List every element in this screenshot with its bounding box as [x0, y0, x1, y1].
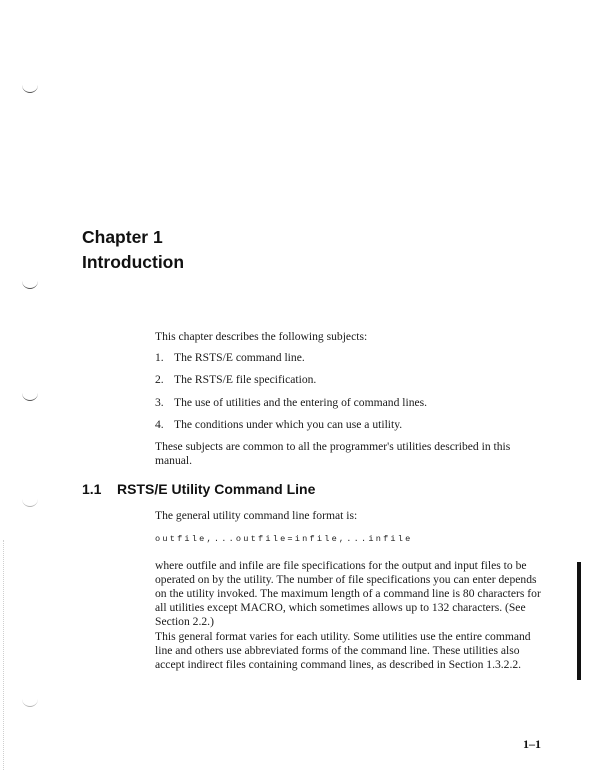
section-paragraph: where outfile and infile are file specifications for the output and input files to be operated on by the utility. The number of file specifications you can enter depends on the utility invoked. The maximum length of a command line is 80 characters for all utilities except MACRO, which sometimes allows up to 132 characters. (See Section 2.2.): [155, 559, 541, 628]
chapter-number: Chapter 1: [82, 227, 163, 247]
list-number: 2.: [155, 373, 164, 386]
intro-closing: These subjects are common to all the programmer's utilities described in this manual.: [155, 440, 511, 467]
page-number: 1–1: [523, 737, 541, 751]
margin-mark: [22, 280, 38, 289]
section-lead: The general utility command line format is:: [155, 509, 358, 522]
list-text: The RSTS/E file specification.: [174, 373, 317, 386]
list-text: The use of utilities and the entering of command lines.: [174, 396, 428, 409]
section-number: 1.1: [82, 481, 102, 497]
list-number: 3.: [155, 396, 164, 409]
section-title: RSTS/E Utility Command Line: [117, 481, 316, 497]
list-item: [155, 418, 547, 432]
intro-lead: This chapter describes the following subjects:: [155, 330, 368, 343]
list-item: [155, 351, 547, 365]
section-paragraph: This general format varies for each utility. Some utilities use the entire command line and others use abbreviated forms of the command line. These utilities also accept indirect files containing command lines, as described in Section 1.3.2.2.: [155, 630, 531, 671]
list-item: [155, 373, 547, 387]
chapter-title: Introduction: [82, 252, 185, 272]
list-item: [155, 396, 547, 410]
section-heading: [82, 481, 315, 497]
list-number: 1.: [155, 351, 164, 364]
chapter-heading: [82, 225, 184, 275]
margin-mark: [22, 698, 38, 707]
scan-edge: [3, 540, 5, 770]
margin-mark: [22, 392, 38, 401]
list-number: 4.: [155, 418, 164, 431]
list-text: The conditions under which you can use a utility.: [174, 418, 403, 431]
change-bar: [577, 562, 581, 680]
margin-mark: [22, 498, 38, 507]
margin-mark: [22, 84, 38, 93]
list-text: The RSTS/E command line.: [174, 351, 305, 364]
command-format: outfile,...outfile=infile,...infile: [155, 534, 413, 544]
